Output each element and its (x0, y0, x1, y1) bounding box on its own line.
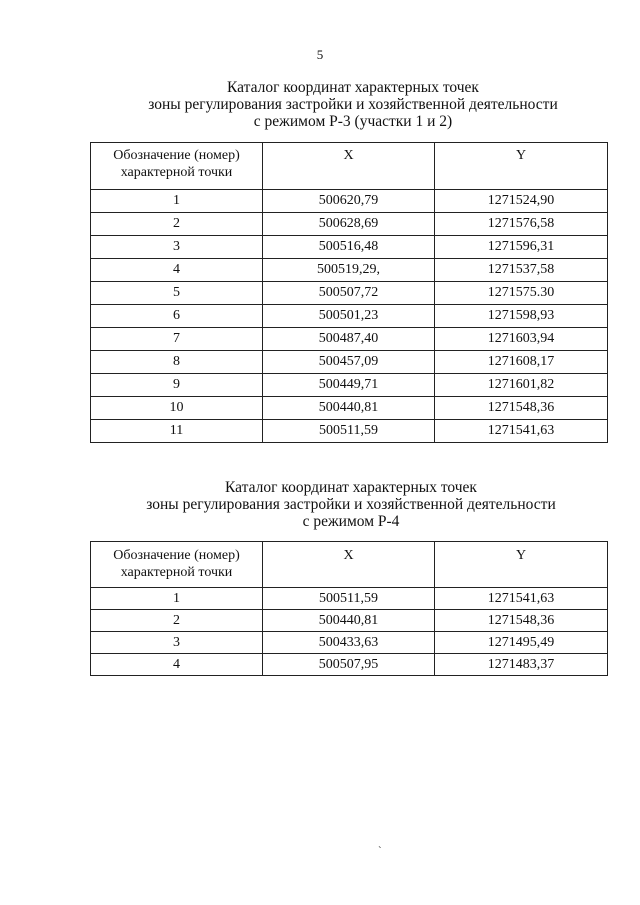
cell-point: 6 (91, 305, 263, 328)
table-row (91, 632, 608, 654)
cell-x: 500507,72 (263, 282, 435, 305)
cell-point: 3 (91, 236, 263, 259)
cell-y: 1271596,31 (435, 236, 608, 259)
table-row (91, 259, 608, 282)
cell-point: 2 (91, 610, 263, 632)
table-row (91, 328, 608, 351)
table-body-r4 (91, 588, 608, 676)
cell-x: 500501,23 (263, 305, 435, 328)
table-row (91, 236, 608, 259)
cell-x: 500519,29, (263, 259, 435, 282)
title-line: с режимом Р-4 (302, 513, 400, 530)
catalog-title-r3 (0, 79, 640, 130)
cell-y: 1271524,90 (435, 190, 608, 213)
table-row (91, 588, 608, 610)
cell-x: 500440,81 (263, 610, 435, 632)
title-line: зоны регулирования застройки и хозяйственной деятельности (148, 96, 558, 113)
cell-point: 1 (91, 588, 263, 610)
coordinates-table-r3 (90, 142, 608, 443)
table-row (91, 397, 608, 420)
header-point-line1: Обозначение (номер) (113, 548, 240, 563)
cell-x: 500628,69 (263, 213, 435, 236)
table-row (91, 213, 608, 236)
cell-y: 1271598,93 (435, 305, 608, 328)
header-x: X (263, 143, 435, 190)
title-line: с режимом Р-3 (участки 1 и 2) (253, 113, 453, 130)
table-body-r3 (91, 190, 608, 443)
table-row (91, 610, 608, 632)
cell-x: 500620,79 (263, 190, 435, 213)
cell-point: 5 (91, 282, 263, 305)
header-point (91, 542, 263, 588)
header-y: Y (435, 542, 608, 588)
cell-point: 3 (91, 632, 263, 654)
coordinates-table-r4 (90, 541, 608, 676)
header-y: Y (435, 143, 608, 190)
title-line: Каталог координат характерных точек (227, 79, 479, 96)
cell-point: 7 (91, 328, 263, 351)
cell-x: 500433,63 (263, 632, 435, 654)
table-header-row (91, 143, 608, 190)
header-point-line1: Обозначение (номер) (113, 148, 240, 163)
table-row (91, 351, 608, 374)
title-line: зоны регулирования застройки и хозяйственной деятельности (146, 496, 556, 513)
cell-point: 4 (91, 654, 263, 676)
cell-point: 11 (91, 420, 263, 443)
header-point-line2: характерной точки (120, 165, 233, 180)
table-row (91, 420, 608, 443)
header-point-line2: характерной точки (120, 565, 233, 580)
cell-x: 500457,09 (263, 351, 435, 374)
cell-x: 500511,59 (263, 588, 435, 610)
table-header-row (91, 542, 608, 588)
cell-y: 1271601,82 (435, 374, 608, 397)
cell-y: 1271541,63 (435, 420, 608, 443)
cell-y: 1271608,17 (435, 351, 608, 374)
cell-y: 1271548,36 (435, 610, 608, 632)
cell-y: 1271537,58 (435, 259, 608, 282)
cell-x: 500516,48 (263, 236, 435, 259)
title-line: Каталог координат характерных точек (225, 479, 477, 496)
header-point (91, 143, 263, 190)
header-x: X (263, 542, 435, 588)
cell-y: 1271603,94 (435, 328, 608, 351)
cell-y: 1271576,58 (435, 213, 608, 236)
cell-x: 500440,81 (263, 397, 435, 420)
cell-x: 500449,71 (263, 374, 435, 397)
cell-x: 500487,40 (263, 328, 435, 351)
cell-point: 2 (91, 213, 263, 236)
cell-x: 500511,59 (263, 420, 435, 443)
table-row (91, 190, 608, 213)
stray-mark: ` (378, 845, 382, 857)
cell-y: 1271483,37 (435, 654, 608, 676)
table-row (91, 282, 608, 305)
table-row (91, 654, 608, 676)
cell-y: 1271575.30 (435, 282, 608, 305)
cell-y: 1271541,63 (435, 588, 608, 610)
page-number: 5 (316, 47, 324, 62)
table-row (91, 374, 608, 397)
cell-y: 1271548,36 (435, 397, 608, 420)
cell-point: 8 (91, 351, 263, 374)
catalog-title-r4 (0, 479, 640, 530)
cell-point: 9 (91, 374, 263, 397)
table-row (91, 305, 608, 328)
cell-point: 4 (91, 259, 263, 282)
cell-x: 500507,95 (263, 654, 435, 676)
cell-point: 10 (91, 397, 263, 420)
cell-point: 1 (91, 190, 263, 213)
cell-y: 1271495,49 (435, 632, 608, 654)
